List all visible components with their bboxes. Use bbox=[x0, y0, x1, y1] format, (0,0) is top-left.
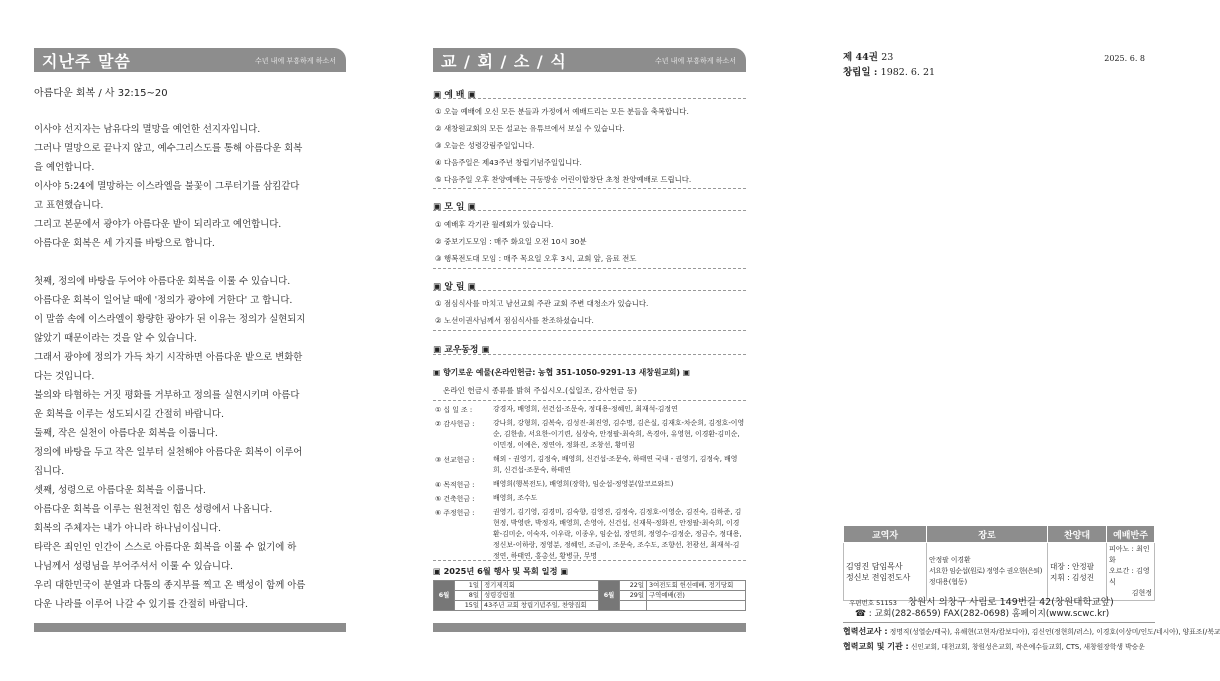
schedule-day: 22일 bbox=[620, 581, 647, 591]
sermon-line: 다는 것입니다. bbox=[34, 371, 95, 382]
notice-item: ① 점심식사를 마치고 남선교회 주관 교회 주변 대청소가 있습니다. bbox=[435, 299, 649, 308]
missionaries-label: 협력선교사 : bbox=[843, 627, 888, 636]
offering-kind: ④ 목적헌금 : bbox=[435, 481, 475, 489]
pianist: 피아노 : 최인화 bbox=[1109, 545, 1150, 564]
volume-label: 제 44권 bbox=[843, 52, 878, 63]
schedule-day: 1일 bbox=[455, 581, 482, 591]
staff-header-elders: 장로 bbox=[927, 526, 1048, 543]
pastor-name: 정신보 전임전도사 bbox=[846, 572, 911, 582]
sermon-line: 아름다운 회복이 일어날 때에 '정의가 광야에 거한다' 고 합니다. bbox=[34, 295, 293, 306]
worship-item: ④ 다음주일은 제43주년 창립기념주일입니다. bbox=[435, 158, 582, 167]
sermon-header-title: 지난주 말씀 bbox=[42, 52, 131, 71]
offering-names: 강나희, 강형희, 김복숙, 김성진-최진영, 김수명, 김은실, 김재호-차순희, 김정호-이영순, 김한솔, 서요한-이기련, 심상숙, 안정팔-최숙희, 옥경아, 유영현, 이경환-김미순, 이민정, 이예은, 정연아, 정화진, 조창선, 황미림 bbox=[493, 419, 745, 449]
sermon-line: 아름다운 회복을 이루는 원천적인 힘은 성령에서 나옵니다. bbox=[34, 504, 273, 515]
offering-row bbox=[435, 479, 746, 490]
sermon-line: 그리고 본문에서 광야가 아름다운 밭이 되리라고 예언합니다. bbox=[34, 219, 282, 230]
elder-names: 안정팔 이경환 bbox=[929, 556, 971, 564]
volume-number bbox=[843, 49, 893, 63]
sermon-line: 다운 나라를 이루어 나갈 수 있기를 간절히 바랍니다. bbox=[34, 599, 249, 610]
sermon-body bbox=[34, 120, 346, 614]
sermon-header-subtitle: 수년 내에 부흥하게 하소서 bbox=[254, 57, 336, 65]
schedule-title: ▣ 2025년 6월 행사 및 목회 일정 ▣ bbox=[433, 566, 569, 576]
founding-value: 1982. 6. 21 bbox=[880, 67, 936, 78]
offering-row bbox=[435, 454, 746, 476]
sermon-reference: 아름다운 회복 / 사 32:15~20 bbox=[34, 88, 168, 99]
sermon-line: 셋째, 성령으로 아름다운 회복을 이룹니다. bbox=[34, 485, 206, 496]
news-header-title: 교 / 회 / 소 / 식 bbox=[441, 52, 567, 71]
bulletin-date: 2025. 6. 8 bbox=[1104, 54, 1145, 63]
staff-header-choir: 찬양대 bbox=[1048, 526, 1107, 543]
offering-list bbox=[435, 404, 746, 562]
offering-kind: ② 감사헌금 : bbox=[435, 420, 475, 428]
partners-label: 협력교회 및 기관 : bbox=[843, 642, 909, 651]
organist-2: 김현정 bbox=[1131, 589, 1152, 597]
offering-kind: ⑤ 건축헌금 : bbox=[435, 495, 475, 503]
choir-leader: 대장 : 안정팔 bbox=[1050, 561, 1095, 571]
sermon-line: 이사야 5:24에 멸망하는 이스라엘을 불꽃이 그루터기를 삼킴같다 bbox=[34, 181, 300, 192]
offering-names: 강경자, 배영희, 선건섭-조문숙, 정대용-정혜인, 최재석-김정연 bbox=[493, 405, 678, 413]
sermon-line: 정의에 바탕을 두고 작은 일부터 실천해야 아름다운 회복이 이루어 bbox=[34, 447, 303, 458]
offering-row bbox=[435, 418, 746, 451]
offering-kind: ③ 선교헌금 : bbox=[435, 456, 475, 464]
notice-section-title: ▣ 알 림 ▣ bbox=[433, 282, 476, 292]
sermon-line: 운 회복을 이루는 성도되시길 간절히 바랍니다. bbox=[34, 409, 224, 420]
offering-names: 해외 - 권영기, 김정숙, 배영희, 신건섭-조문숙, 하태연 국내 - 권영기, 김정숙, 배영희, 신건섭-조문숙, 하태연 bbox=[493, 455, 738, 474]
sermon-line: 회복의 주체자는 내가 아니라 하나님이십니다. bbox=[34, 523, 221, 534]
divider bbox=[433, 354, 746, 355]
divider bbox=[433, 330, 746, 331]
sermon-line: 둘째, 작은 실천이 아름다운 회복을 이룹니다. bbox=[34, 428, 218, 439]
sermon-line: 고 표현했습니다. bbox=[34, 200, 104, 211]
offering-note: 온라인 헌금시 종류를 밝혀 주십시오.(십일조, 감사헌금 등) bbox=[443, 386, 637, 395]
worship-item: ② 새창원교회의 모든 설교는 유튜브에서 보실 수 있습니다. bbox=[435, 124, 625, 133]
meeting-item: ① 예배후 각기관 월례회가 있습니다. bbox=[435, 220, 554, 229]
schedule-event: 성령강림절 bbox=[482, 591, 599, 601]
schedule-month: 6월 bbox=[599, 581, 620, 611]
worship-section-title: ▣ 예 배 ▣ bbox=[433, 90, 476, 100]
sermon-line: 첫째, 정의에 바탕을 두어야 아름다운 회복을 이룰 수 있습니다. bbox=[34, 276, 291, 287]
offering-names: 권영기, 김기영, 김경미, 김숙향, 김영진, 김정숙, 김정호-이영순, 김진숙, 김하준, 김현정, 박영란, 박정자, 배영희, 손영아, 신건섭, 신재묵-정화진, 안정팔-최숙희, 이경환-김미순, 이숙자, 이우락, 이종우, 임순섭, 장민희, 정영수-김정순, 정금수, 정대용, 정신보-이하랑, 정영분, 정혜인, 조금이, 조문숙, 조수도, 조향선, 천광선, 최재석-김정연, 하태연, 홍총선, 황병규, 무명 bbox=[493, 508, 742, 560]
schedule-table bbox=[433, 580, 746, 611]
missionaries-line bbox=[843, 626, 1220, 637]
offering-row bbox=[435, 493, 746, 504]
offering-row bbox=[435, 507, 746, 562]
sermon-header bbox=[34, 48, 346, 72]
street-address: 창원시 의창구 사림로 149번길 42(창원대학교앞) bbox=[907, 597, 1114, 608]
partners-line bbox=[843, 641, 1155, 652]
sermon-line: 우리 대한민국이 분열과 다툼의 종지부를 찍고 온 백성이 함께 아름 bbox=[34, 580, 306, 591]
divider bbox=[433, 210, 746, 211]
offering-names: 배영희(행복전도), 배영희(장학), 임순섭-정영분(알코르와트) bbox=[493, 480, 674, 488]
sermon-line: 이 말씀 속에 이스라엘이 황량한 광야가 된 이유는 정의가 실현되지 bbox=[34, 314, 306, 325]
offering-kind: ⑥ 주정헌금 : bbox=[435, 509, 475, 517]
news-header-subtitle: 수년 내에 부흥하게 하소서 bbox=[654, 57, 736, 65]
founding-date bbox=[843, 64, 935, 78]
schedule-event: 구역예배(전) bbox=[647, 591, 746, 601]
schedule-day: 15일 bbox=[455, 601, 482, 611]
offering-names: 배영희, 조수도 bbox=[493, 494, 538, 502]
founding-label: 창립일 : bbox=[843, 67, 878, 78]
sermon-line: 아름다운 회복은 세 가지를 바탕으로 합니다. bbox=[34, 238, 215, 249]
notice-item: ② 노선이권사님께서 점심식사를 찬조하셨습니다. bbox=[435, 316, 594, 325]
church-contact: ☎ : 교회(282-8659) FAX(282-0698) 홈페이지(www.scwc.kr) bbox=[855, 609, 1110, 619]
divider bbox=[843, 622, 1155, 623]
pastor-name: 김영진 담임목사 bbox=[846, 561, 903, 571]
sermon-line: 타락은 죄인인 인간이 스스로 아름다운 회복을 이룰 수 없기에 하 bbox=[34, 542, 297, 553]
schedule-event: 정기제직회 bbox=[482, 581, 599, 591]
volume-issue: 23 bbox=[881, 52, 894, 63]
sermon-line: 나님께서 성령님을 부어주셔서 이룰 수 있습니다. bbox=[34, 561, 234, 572]
schedule-row bbox=[434, 591, 746, 601]
sermon-line: 불의와 타협하는 거짓 평화를 거부하고 정의를 실현시키며 아름다 bbox=[34, 390, 300, 401]
worship-item: ① 오늘 예배에 오신 모든 분들과 가정에서 예배드리는 모든 분들을 축복합니다. bbox=[435, 107, 689, 116]
schedule-row bbox=[434, 581, 746, 591]
divider bbox=[433, 560, 746, 561]
sermon-line bbox=[34, 253, 346, 272]
sermon-line: 그래서 광야에 정의가 가득 차기 시작하면 아름다운 밭으로 변화한 bbox=[34, 352, 303, 363]
schedule-row bbox=[434, 601, 746, 611]
elder-names: 서요한 임순섭(원로) 정영수 권오한(은퇴) bbox=[929, 567, 1042, 575]
meeting-section-title: ▣ 모 임 ▣ bbox=[433, 202, 476, 212]
schedule-event: 43주년 교회 창립기념주일, 찬양집회 bbox=[482, 601, 599, 611]
schedule-event bbox=[647, 601, 746, 611]
divider bbox=[433, 400, 746, 401]
elder-names: 정대용(협동) bbox=[929, 578, 968, 586]
sermon-line: 을 예언합니다. bbox=[34, 162, 95, 173]
staff-header-pastors: 교역자 bbox=[844, 526, 927, 543]
divider bbox=[433, 188, 746, 189]
organist: 오르간 : 김영식 bbox=[1109, 567, 1150, 586]
staff-header-accompanist: 예배반주 bbox=[1107, 526, 1155, 543]
offering-kind: ① 십 일 조 : bbox=[435, 406, 473, 414]
news-header bbox=[433, 48, 746, 72]
sermon-line: 않았기 때문이라는 것을 알 수 있습니다. bbox=[34, 333, 197, 344]
meeting-item: ③ 행복전도대 모임 : 매주 목요일 오후 3시, 교회 앞, 음료 전도 bbox=[435, 254, 637, 263]
footer-bar bbox=[433, 623, 746, 632]
worship-item: ③ 오늘은 성령강림주일입니다. bbox=[435, 141, 535, 150]
schedule-day: 29일 bbox=[620, 591, 647, 601]
zip-code: 우편번호 51153 bbox=[849, 599, 897, 607]
partners-list: 신인교회, 대천교회, 창원성은교회, 작은예수들교회, CTS, 새창원장학생 박승운 bbox=[910, 643, 1145, 651]
sermon-line: 집니다. bbox=[34, 466, 65, 477]
divider bbox=[433, 98, 746, 99]
choir-conductor: 지휘 : 김성진 bbox=[1050, 572, 1095, 582]
divider bbox=[433, 268, 746, 269]
schedule-day: 8일 bbox=[455, 591, 482, 601]
offering-row bbox=[435, 404, 746, 415]
schedule-day bbox=[620, 601, 647, 611]
offering-section-title: ▣ 향기로운 예물(온라인헌금: 농협 351-1050-9291-13 새창원교회) ▣ bbox=[433, 368, 691, 377]
meeting-item: ② 중보기도모임 : 매주 화요일 오전 10시 30분 bbox=[435, 237, 587, 246]
worship-item: ⑤ 다음주일 오후 찬양예배는 극동방송 어린이합창단 초청 찬양예배로 드립니다. bbox=[435, 175, 692, 184]
schedule-month: 6월 bbox=[434, 581, 455, 611]
divider bbox=[433, 290, 746, 291]
member-news-title: ▣ 교우동정 ▣ bbox=[433, 345, 490, 355]
footer-bar bbox=[34, 623, 346, 632]
missionaries-list: 정명직(성열순/태국), 유해현(고현자/캄보디아), 김신언(정현희/러스), 이경호(이상미/인도/네시아), 양표조(/북교 bbox=[889, 628, 1220, 636]
sermon-line: 이사야 선지자는 남유다의 멸망을 예언한 선지자입니다. bbox=[34, 124, 261, 135]
sermon-line: 그러나 멸망으로 끝나지 않고, 예수그리스도를 통해 아름다운 회복 bbox=[34, 143, 303, 154]
schedule-event: 3여전도회 헌신예배, 정기당회 bbox=[647, 581, 746, 591]
